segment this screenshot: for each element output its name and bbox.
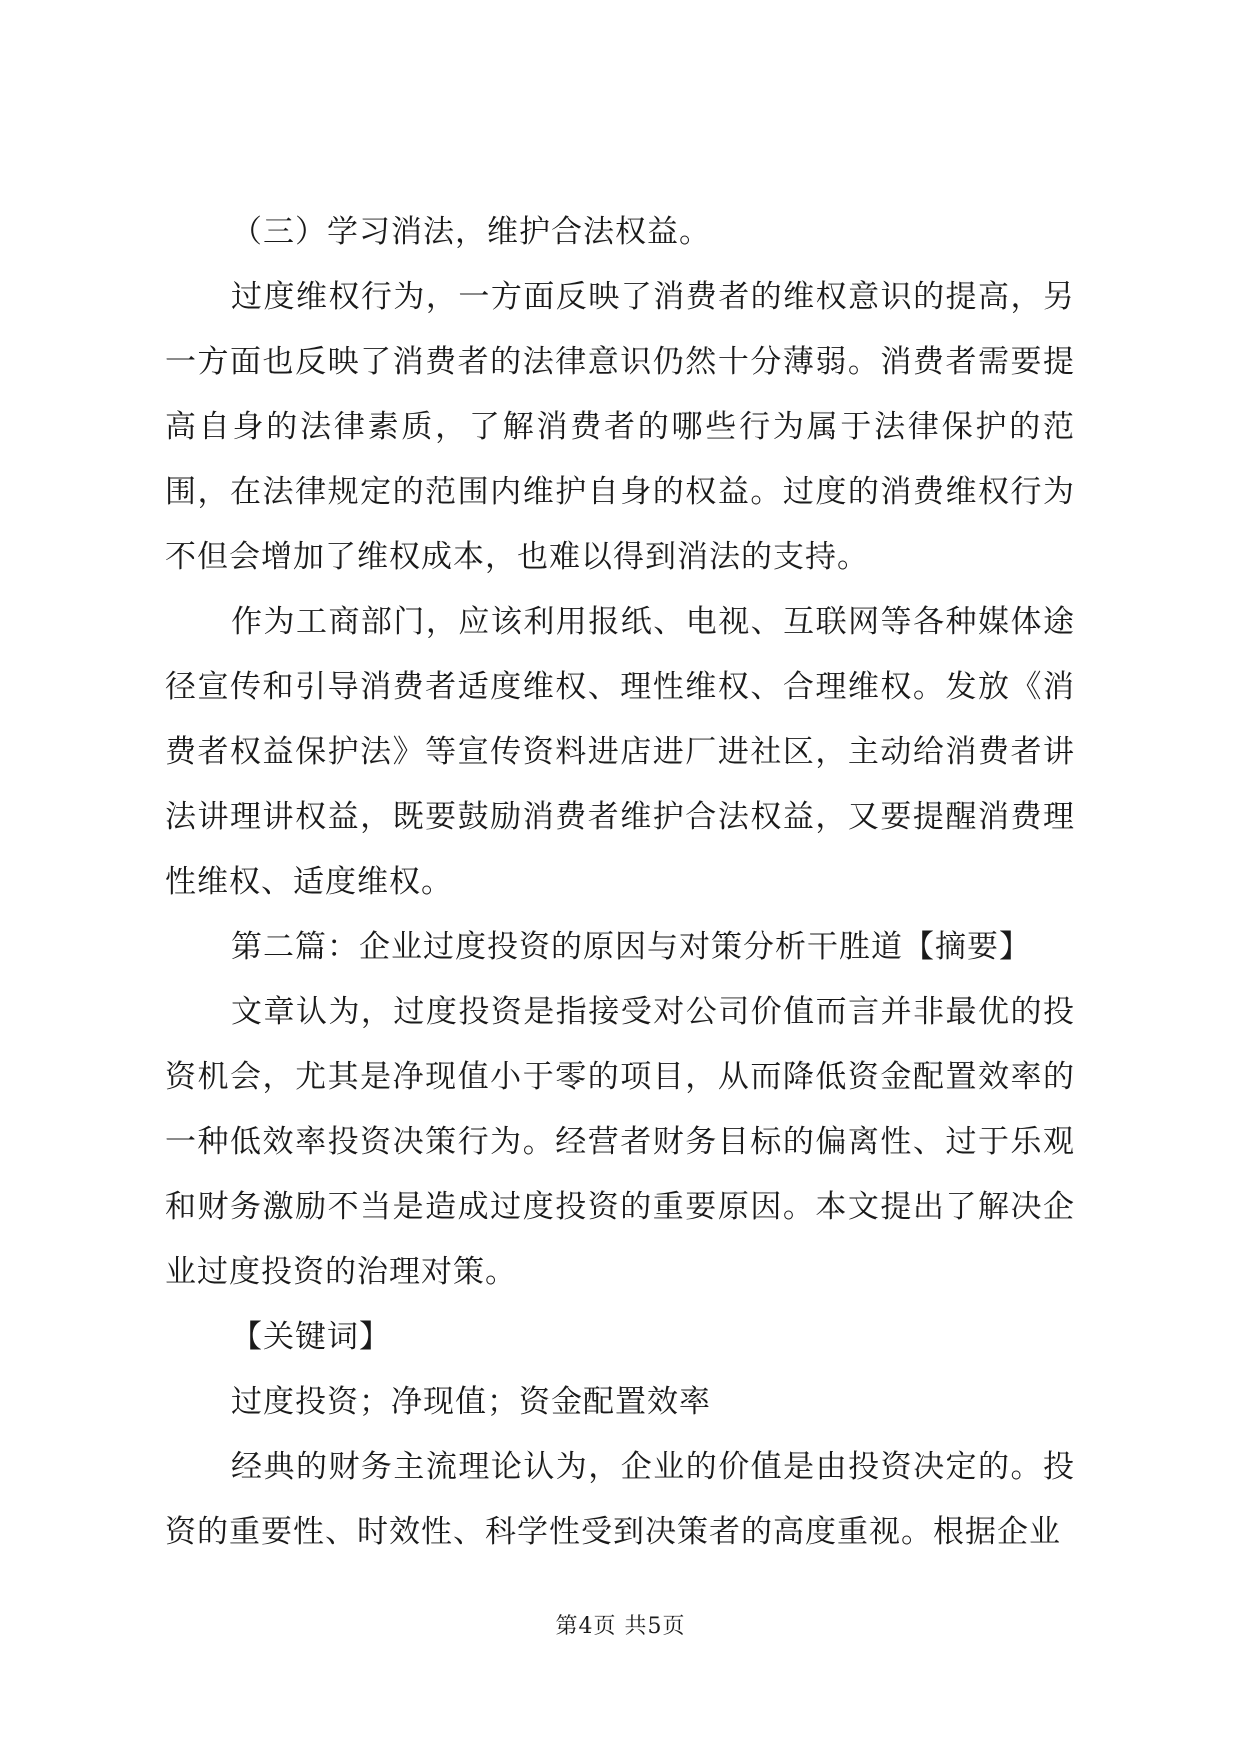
document-body (165, 200, 1075, 1565)
body-paragraph: 作为工商部门，应该利用报纸、电视、互联网等各种媒体途径宣传和引导消费者适度维权、理性维权、合理维权。发放《消费者权益保护法》等宣传资料进店进厂进社区，主动给消费者讲法讲理讲权益，既要鼓励消费者维护合法权益，又要提醒消费理性维权、适度维权。 (165, 604, 1075, 900)
section-heading: （三）学习消法，维护合法权益。 (231, 214, 711, 250)
page-number-footer: 第4页 共5页 (555, 1614, 686, 1639)
keywords-heading: 【关键词】 (231, 1319, 391, 1355)
article-title: 第二篇：企业过度投资的原因与对策分析干胜道【摘要】 (231, 929, 1031, 965)
keywords-list: 过度投资；净现值；资金配置效率 (231, 1384, 711, 1420)
body-paragraph: 过度维权行为，一方面反映了消费者的维权意识的提高，另一方面也反映了消费者的法律意识仍然十分薄弱。消费者需要提高自身的法律素质，了解消费者的哪些行为属于法律保护的范围，在法律规定的范围内维护自身的权益。过度的消费维权行为不但会增加了维权成本，也难以得到消法的支持。 (165, 279, 1075, 575)
body-paragraph: 经典的财务主流理论认为，企业的价值是由投资决定的。投资的重要性、时效性、科学性受到决策者的高度重视。根据企业 (165, 1449, 1075, 1550)
abstract-paragraph: 文章认为，过度投资是指接受对公司价值而言并非最优的投资机会，尤其是净现值小于零的项目，从而降低资金配置效率的一种低效率投资决策行为。经营者财务目标的偏离性、过于乐观和财务激励不当是造成过度投资的重要原因。本文提出了解决企业过度投资的治理对策。 (165, 994, 1075, 1290)
